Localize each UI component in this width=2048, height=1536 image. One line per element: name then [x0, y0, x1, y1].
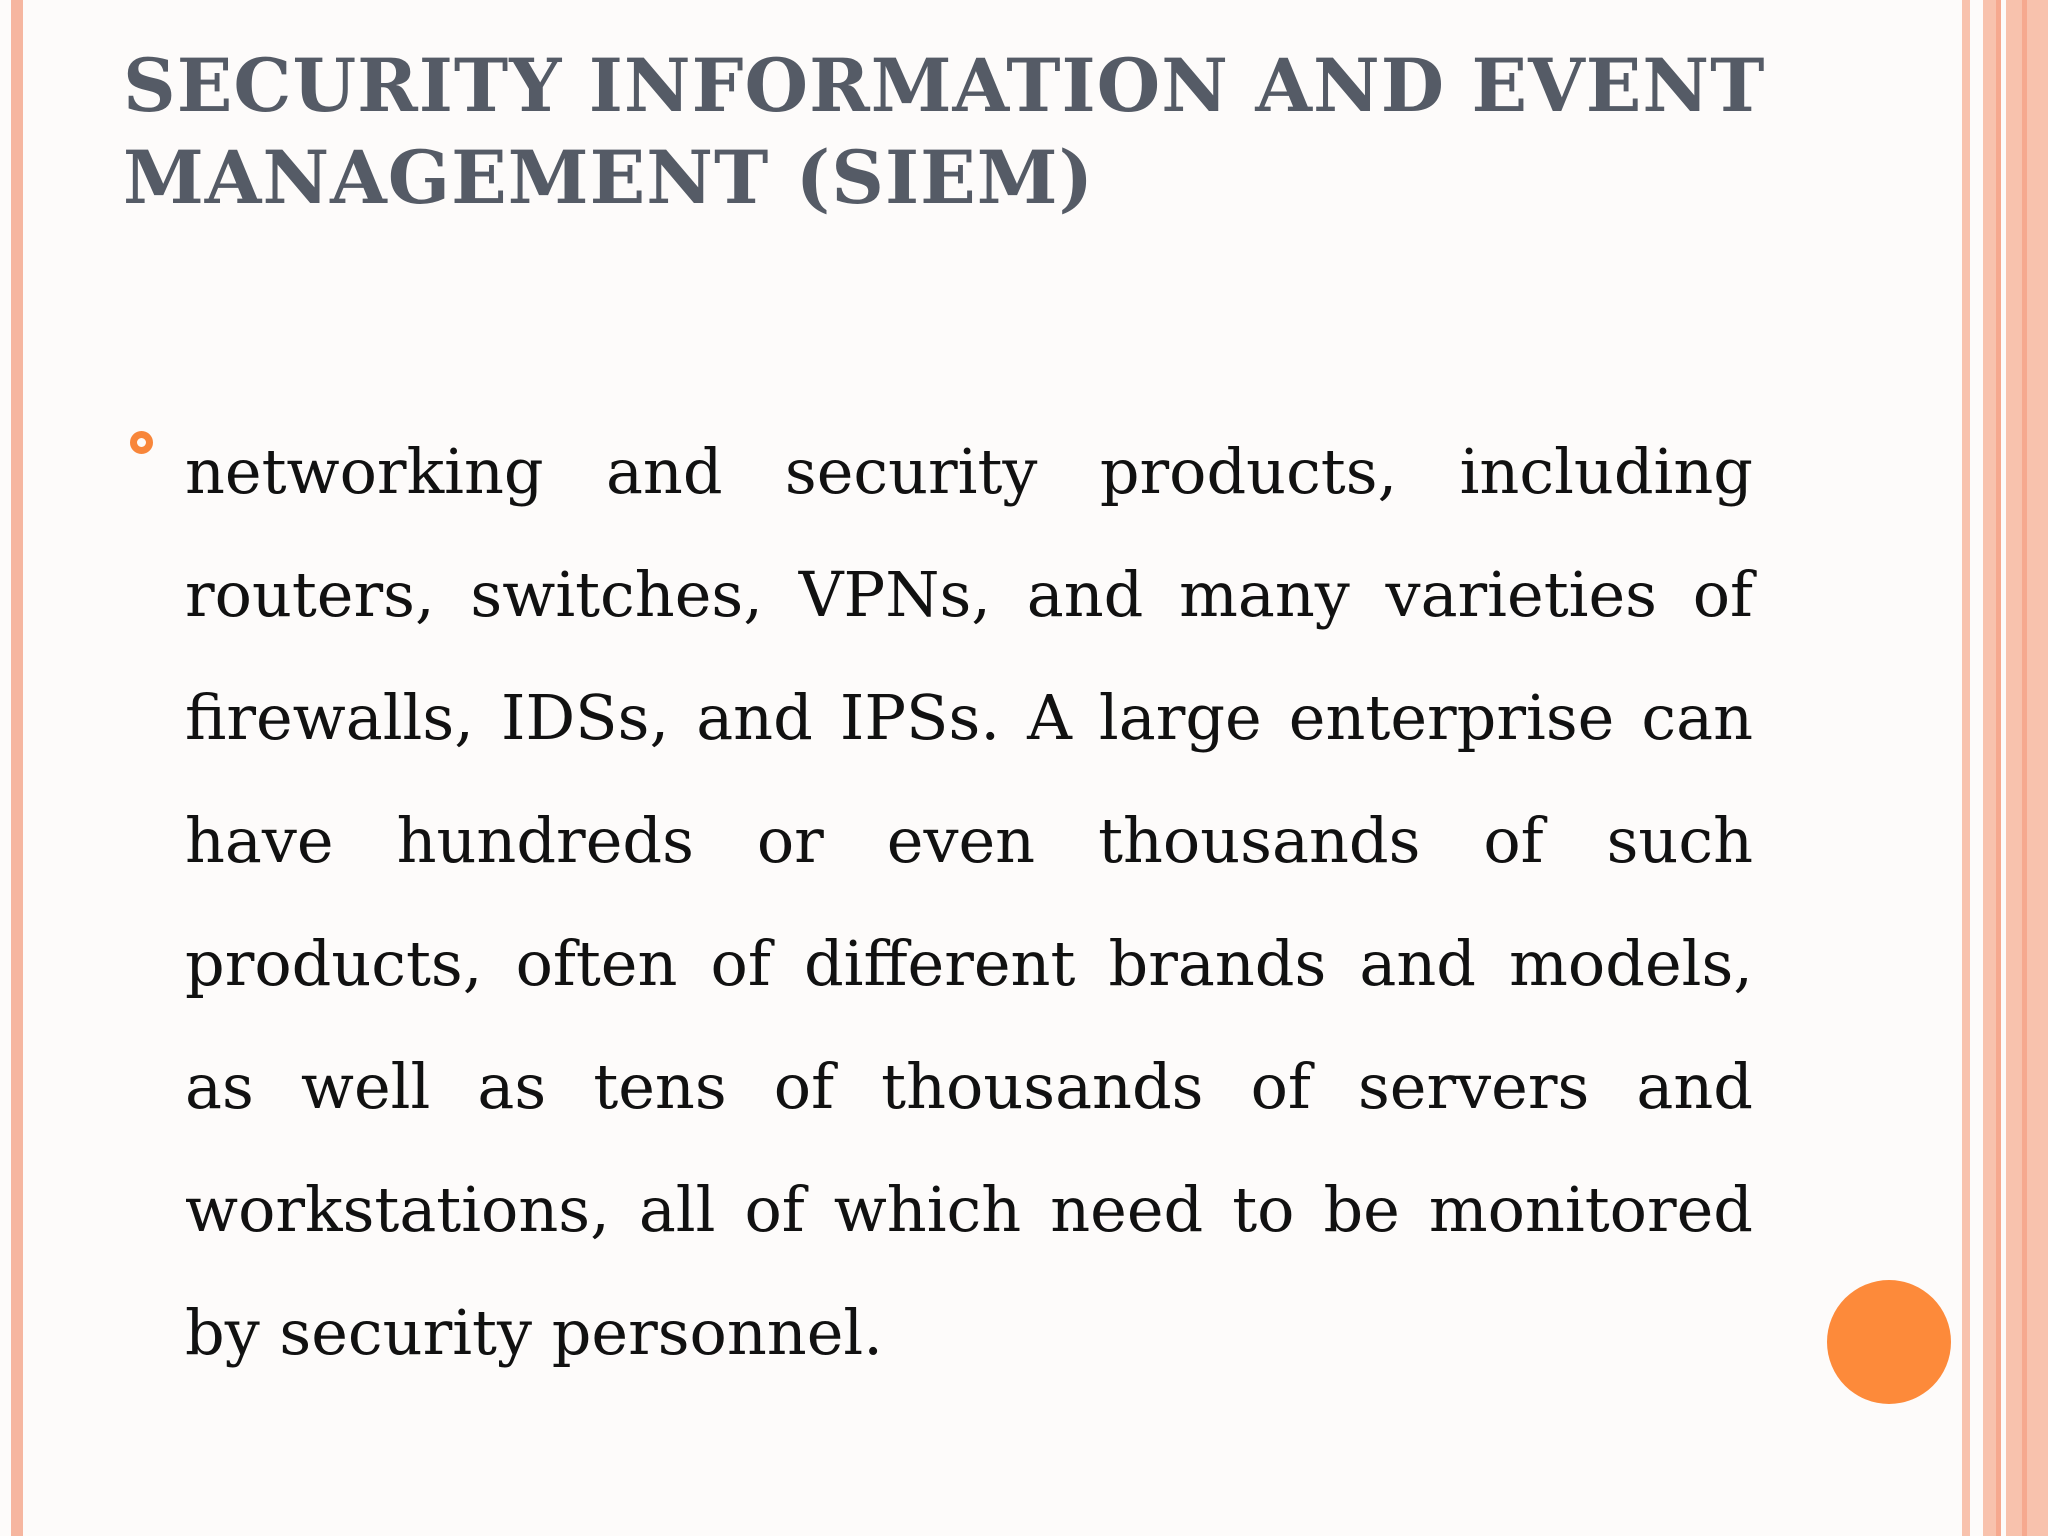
hollow-circle-bullet-icon: [130, 431, 153, 454]
right-border-stripe: [2006, 0, 2048, 1536]
right-border-stripe: [1962, 0, 1970, 1536]
right-border-line: [1996, 0, 2001, 1536]
slide-title: SECURITY INFORMATION AND EVENT MANAGEMENT (SIEM): [123, 43, 1766, 221]
right-border-stripe: [1983, 0, 1996, 1536]
orange-circle-decoration: [1827, 1280, 1951, 1404]
right-border-line: [2022, 0, 2027, 1536]
bullet-text: networking and security products, including routers, switches, VPNs, and many varieties of firewalls, IDSs, and IPSs. A large enterprise can have hundreds or even thousands of such products, often of different brands and models, as well as tens of thousands of servers and workstations, all of which need to be monitored by security personnel.: [185, 435, 1753, 1369]
left-border-stripe: [11, 0, 23, 1536]
